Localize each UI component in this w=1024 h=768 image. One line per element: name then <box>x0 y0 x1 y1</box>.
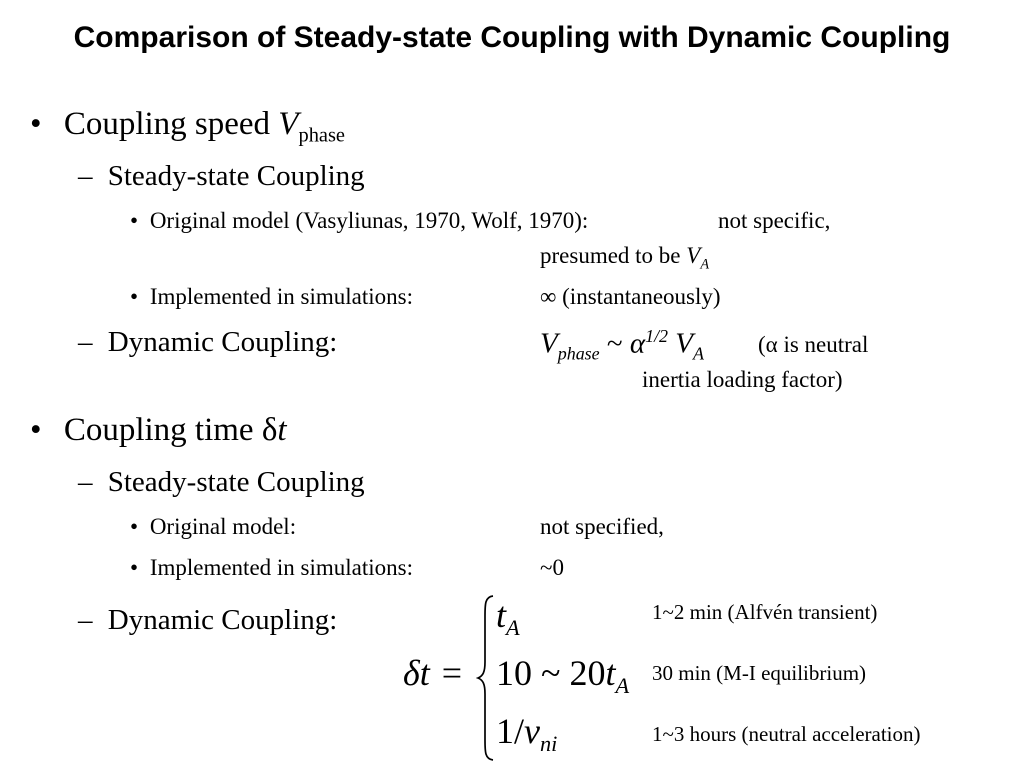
case-1-description: 1~2 min (Alfvén transient) <box>652 600 878 624</box>
bullet-coupling-time <box>30 412 287 449</box>
speed-original-model-value-2: presumed to be $V_A$ <box>540 243 710 273</box>
time-implemented-value: ~0 <box>540 555 564 580</box>
time-implemented-label: Implemented in simulations: <box>149 555 413 580</box>
sub-bullet-symbol: • <box>130 555 139 580</box>
speed-dynamic-label: Dynamic Coupling: <box>107 326 338 358</box>
speed-implemented-value: ∞ (instantaneously) <box>540 284 721 309</box>
coupling-time-label: Coupling time <box>63 412 262 448</box>
bullet-symbol: • <box>30 412 42 448</box>
speed-steady-state-item <box>78 160 365 193</box>
speed-dynamic-item <box>78 326 337 359</box>
dash-symbol: – <box>78 604 93 636</box>
time-dynamic-label: Dynamic Coupling: <box>107 604 338 636</box>
dash-symbol: – <box>78 466 93 498</box>
sub-bullet-symbol: • <box>130 284 139 309</box>
vphase-formula: $V_{phase}$ ~ $\alpha^{1/2}$ $V_A$ <box>540 326 704 364</box>
time-original-model-label: Original model: <box>149 514 297 539</box>
alpha-note-line-2: inertia loading factor) <box>642 367 843 392</box>
sub-bullet-symbol: • <box>130 514 139 539</box>
slide-title: Comparison of Steady-state Coupling with Dynamic Coupling <box>73 21 951 54</box>
left-brace <box>476 594 498 762</box>
case-2-expression: 10 ~ $20t_A$ <box>496 653 630 699</box>
dash-symbol: – <box>78 160 93 192</box>
speed-original-model-item <box>130 208 588 234</box>
vphase-subscript: phase <box>298 124 346 147</box>
delta-symbol: δ <box>261 412 278 448</box>
sub-bullet-symbol: • <box>130 208 139 233</box>
case-3-expression: $1/\nu_{ni}$ <box>496 711 558 757</box>
speed-implemented-label: Implemented in simulations: <box>149 284 413 309</box>
time-steady-state-item <box>78 466 365 499</box>
speed-implemented-item <box>130 284 413 310</box>
time-steady-state-label: Steady-state Coupling <box>107 466 365 498</box>
bullet-symbol: • <box>30 106 42 142</box>
speed-steady-state-label: Steady-state Coupling <box>107 160 365 192</box>
va-symbol: V <box>686 243 701 268</box>
time-original-model-item <box>130 514 296 540</box>
case-3-description: 1~3 hours (neutral acceleration) <box>652 722 921 746</box>
bullet-coupling-speed <box>30 106 345 148</box>
dash-symbol: – <box>78 326 93 358</box>
vphase-symbol: V <box>278 106 299 142</box>
time-original-model-value: not specified, <box>540 514 664 539</box>
t-symbol: t <box>277 412 287 448</box>
time-dynamic-item <box>78 604 337 637</box>
speed-original-model-value: not specific, <box>718 208 831 233</box>
delta-t-lhs: δt = <box>403 653 463 693</box>
time-implemented-item <box>130 555 413 581</box>
case-2-description: 30 min (M-I equilibrium) <box>652 661 867 685</box>
speed-original-model-label: Original model (Vasyliunas, 1970, Wolf, 1970): <box>149 208 589 233</box>
alpha-note-line-1: (α is neutral <box>758 332 869 357</box>
case-1-expression: $t_A$ <box>496 595 520 641</box>
coupling-speed-label: Coupling speed <box>63 106 279 142</box>
